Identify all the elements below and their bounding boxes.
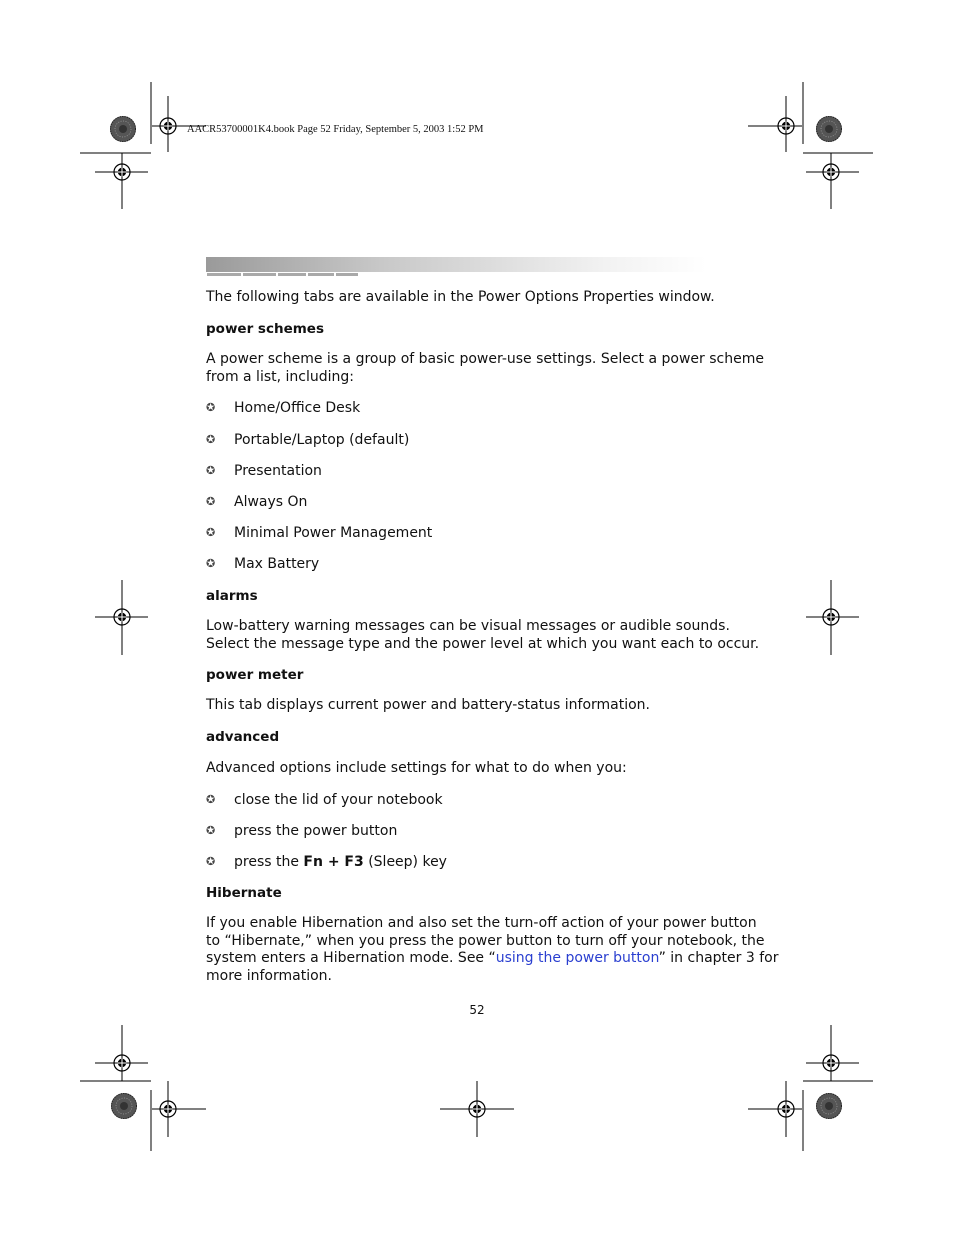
- bullet-icon: ✪: [206, 824, 216, 837]
- cross-reference-link[interactable]: using the power button: [495, 950, 659, 966]
- bullet-icon: ✪: [206, 433, 216, 446]
- paragraph-line: Select the message type and the power level at which you want each to occur.: [206, 635, 760, 652]
- list-item: ✪ press the power button: [206, 823, 398, 839]
- heading-alarms: alarms: [206, 588, 258, 604]
- bullet-icon: ✪: [206, 526, 216, 539]
- bullet-icon: ✪: [206, 793, 216, 806]
- paragraph-line: from a list, including:: [206, 368, 354, 385]
- paragraph-line: If you enable Hibernation and also set the turn-off action of your power button: [206, 915, 757, 931]
- power-meter-paragraph: This tab displays current power and battery-status information.: [206, 697, 651, 713]
- paragraph-line: Low-battery warning messages can be visual messages or audible sounds.: [206, 618, 730, 634]
- paragraph-line: to “Hibernate,” when you press the power button to turn off your notebook, the: [206, 932, 765, 949]
- registration-starburst-icon: [110, 116, 136, 142]
- heading-hibernate: Hibernate: [206, 885, 282, 901]
- page-number: 52: [469, 1003, 485, 1017]
- bullet-icon: ✪: [206, 464, 216, 477]
- list-item: ✪ close the lid of your notebook: [206, 792, 443, 808]
- heading-power-meter: power meter: [206, 667, 304, 683]
- paragraph-line: A power scheme is a group of basic power-use settings. Select a power scheme: [206, 351, 764, 367]
- advanced-paragraph: Advanced options include settings for what to do when you:: [206, 760, 627, 776]
- print-slug: AACR53700001K4.book Page 52 Friday, September 5, 2003 1:52 PM: [187, 124, 484, 135]
- list-item: ✪ Presentation: [206, 463, 322, 479]
- list-item: ✪ Home/Office Desk: [206, 400, 361, 416]
- heading-power-schemes: power schemes: [206, 321, 324, 337]
- bullet-icon: ✪: [206, 495, 216, 508]
- heading-advanced: advanced: [206, 729, 280, 745]
- key-combo: Fn + F3: [303, 854, 364, 870]
- intro-paragraph: The following tabs are available in the Power Options Properties window.: [206, 289, 715, 305]
- registration-starburst-icon: [111, 1093, 137, 1119]
- registration-starburst-icon: [816, 1093, 842, 1119]
- list-item: ✪ press the Fn + F3 (Sleep) key: [206, 854, 447, 870]
- registration-starburst-icon: [816, 116, 842, 142]
- paragraph-line: system enters a Hibernation mode. See “using the power button” in chapter 3 for: [206, 950, 779, 966]
- list-item: ✪ Always On: [206, 494, 308, 510]
- list-item: ✪ Minimal Power Management: [206, 525, 433, 541]
- list-item: ✪ Portable/Laptop (default): [206, 432, 410, 448]
- list-item: ✪ Max Battery: [206, 556, 320, 572]
- paragraph-line: more information.: [206, 967, 332, 984]
- bullet-icon: ✪: [206, 855, 216, 868]
- bullet-icon: ✪: [206, 557, 216, 570]
- bullet-icon: ✪: [206, 401, 216, 414]
